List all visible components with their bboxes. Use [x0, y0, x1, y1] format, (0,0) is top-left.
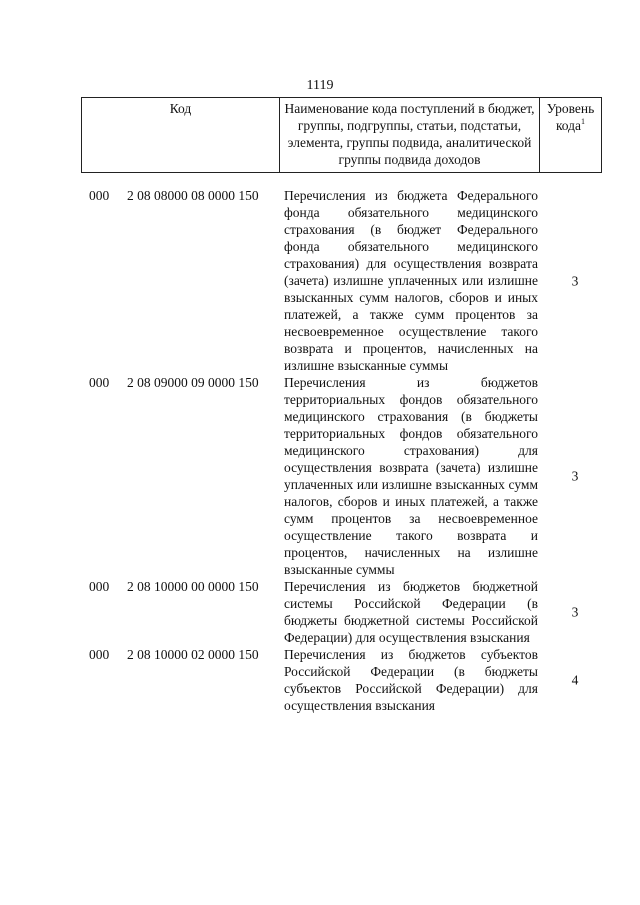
- income-code: 2 08 08000 08 0000 150: [127, 188, 259, 203]
- admin-code: 000: [89, 375, 110, 390]
- header-level-label: Уровень кода: [546, 101, 595, 133]
- header-level-footnote: 1: [581, 116, 586, 126]
- code-level: 3: [571, 468, 579, 484]
- admin-code: 000: [89, 579, 110, 594]
- income-name: Перечисления из бюджетов бюджетной системы Российской Федерации (в бюджеты бюджетной системы Российской Федерации) для осуществления взыскания: [284, 579, 538, 645]
- income-code: 2 08 10000 02 0000 150: [127, 647, 259, 662]
- income-name: Перечисления из бюджетов территориальных фондов обязательного медицинского страхования (в бюджеты территориальных фондов обязательного медицинского страхования) для осуществления возврата (зачета) излишне уплаченных или излишне взысканных сумм налогов, сборов и иных платежей, а также сумм процентов за несвоевременное осуществление такого возврата и процентов, начисленных на излишне взысканные суммы: [284, 375, 538, 577]
- header-level: [540, 98, 602, 173]
- header-row: [82, 98, 602, 173]
- income-code: 2 08 10000 00 0000 150: [127, 579, 259, 594]
- admin-code: 000: [89, 188, 110, 203]
- table-row: [0, 646, 640, 714]
- code-level: 3: [571, 604, 579, 620]
- income-code: 2 08 09000 09 0000 150: [127, 375, 259, 390]
- column-header-table: [81, 97, 602, 173]
- header-code: Код: [82, 98, 280, 173]
- table-row: [0, 374, 640, 578]
- income-name: Перечисления из бюджетов субъектов Российской Федерации (в бюджеты субъектов Российской Федерации) для осуществления взыскания: [284, 647, 538, 713]
- admin-code: 000: [89, 647, 110, 662]
- code-level: 4: [571, 672, 579, 688]
- income-name: Перечисления из бюджета Федерального фонда обязательного медицинского страхования (в бюджет Федерального фонда обязательного медицинского страхования) для осуществления возврата (зачета) излишне уплаченных или излишне взысканных сумм налогов, сборов и иных платежей, а также сумм процентов за несвоевременное осуществление такого возврата и процентов, начисленных на излишне взысканные суммы: [284, 188, 538, 373]
- page-number: 1119: [306, 78, 334, 93]
- header-name: Наименование кода поступлений в бюджет, группы, подгруппы, статьи, подстатьи, элемента, группы подвида, аналитической группы подвида доходов: [280, 98, 540, 173]
- entries-list: [0, 187, 640, 714]
- table-row: [0, 578, 640, 646]
- table-row: [0, 187, 640, 374]
- code-level: 3: [571, 273, 579, 288]
